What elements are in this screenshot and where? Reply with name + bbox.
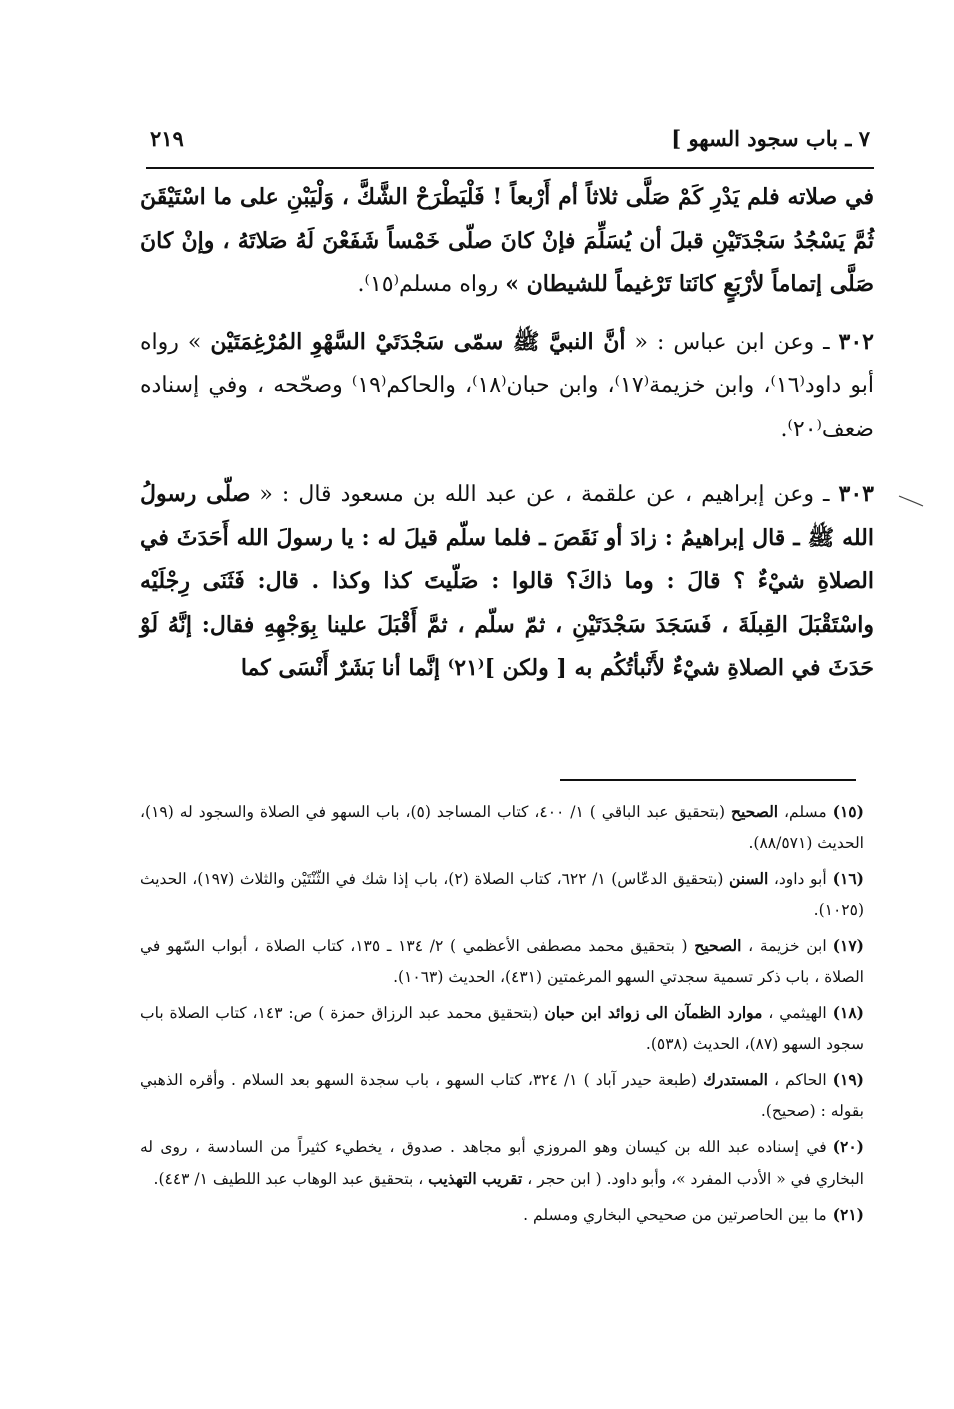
footnote-text: (طبعة حيدر آباد ) ١/ ٣٢٤، كتاب السهو ، باب سجدة السهو بعد السلام . وأقره الذهبي بقوله : (صحيح). [140,1071,864,1120]
hadith-quote: صلّى رسولُ الله ﷺ ـ قال إبراهيمُ : زادَ أو نَقَصَ ـ فلما سلّم قيلَ له : يا رسولَ الله أَحَدَثَ في الصلاةِ شيْءٌ ؟ قالَ : وما ذاكَ؟ قالوا : صَلّيتَ كذا وكذا . قال: فَثَنَى رِجْلَيْه واسْتَقْبَلَ القِبلَةَ ، فَسَجَدَ سَجْدَتَيْنِ ، ثمّ سلّم ، ثمَّ أَقْبَلَ علينا بِوَجْهِهِ فقال: إنَّهُ لَوْ حَدَثَ في الصلاةِ شيْءٌ لأَنْبأتُكُم به [ ولكن ]⁽٢١⁾ إنَّما أنا بَشَرٌ أَنْسَى كما [140,481,874,681]
footnote-text: ما بين الحاصرتين من صحيحي البخاري ومسلم . [523,1206,827,1224]
footnote-text: ، بتحقيق عبد الوهاب عبد اللطيف ١/ ٤٤٣). [153,1170,429,1188]
hadith-source: رواه مسلم⁽١٥⁾. [357,272,506,297]
footnote-17 [140,930,864,993]
hadith-302 [140,321,874,452]
footnote-number: (٢١) [832,1205,864,1224]
footnote-19 [140,1064,864,1127]
chapter-title: ٧ ـ باب سجود السهو ] [671,126,870,151]
footnote-text: في إسناده عبد الله بن كيسان وهو المروزي أبو مجاهد . صدوق ، يخطيء كثيراً من السادسة ، روى له البخاري في « الأدب المفرد »، وأبو داود. ( ابن حجر ، [140,1138,864,1188]
margin-pen-mark [898,494,924,508]
hadith-quote: أنَّ النبيَّ ﷺ سمّى سَجْدَتَيْ السَّهْوِ المُرْغِمَتَيْن [210,328,626,355]
hadith-number: ٣٠٣ [838,481,874,507]
paragraph-continuation [140,176,874,307]
main-text [140,176,874,691]
footnote-15 [140,796,864,859]
footnote-text: أبو داود، [768,870,827,888]
hadith-source: » رواه أبو داود⁽١٦⁾، وابن خزيمة⁽١٧⁾، وابن حبان⁽١٨⁾، والحاكم⁽١٩⁾ وصحّحه ، وفي إسناده ضعف⁽٢٠⁾. [140,329,875,442]
footnote-number: (٢٠) [832,1137,864,1156]
hadith-number: ٣٠٢ [838,328,874,355]
footnote-number: (١٦) [832,869,864,888]
footnote-18 [140,997,864,1060]
book-title: تقريب التهذيب [428,1169,523,1188]
footnote-text: ابن خزيمة ، [741,937,827,955]
book-title: السنن [728,869,769,888]
footnote-20 [140,1131,864,1195]
hadith-intro: ـ وعن إبراهيم ، عن علقمة ، عن عبد الله بن مسعود قال : « [250,482,839,507]
page-number: ٢١٩ [150,126,184,151]
footnote-text: الحاكم ، [767,1071,827,1089]
footnote-number: (١٩) [832,1070,865,1089]
footnote-number: (١٥) [832,802,864,821]
footnote-text: (بتحقيق عبد الباقي ) ١/ ٤٠٠، كتاب المساجد (٥)، باب السهو في الصلاة والسجود له (١٩)، الحديث (٨٨/٥٧١). [140,803,864,852]
hadith-intro: ـ وعن ابن عباس : « [625,329,839,355]
header-divider [146,167,874,169]
hadith-quote: في صلاته فلم يَدْرِ كَمْ صَلَّى ثلاثاً أم أَرْبعاً ! فَلْيَطْرَحْ الشَّكَّ ، وَلْيَبْنِ على ما اسْتَيْقَنَ ثُمَّ يَسْجُدُ سَجْدَتَيْنِ قبلَ أن يُسَلِّمَ فإنْ كانَ صلّى خَمْساً شَفَعْنَ لَهُ صَلاتَهُ ، وإنْ كانَ صَلَّى إتماماً لأرْبَعٍ كانَتا تَرْغيماً للشيطان » [140,184,874,297]
footnote-text: الهيثمي ، [762,1004,827,1022]
book-title: المستدرك [703,1070,768,1089]
footnote-text: مسلم، [778,803,827,821]
hadith-303 [140,473,874,691]
footnote-text: ( بتحقيق محمد مصطفى الأعظمي ) ٢/ ١٣٤ ـ ١٣٥، كتاب الصلاة ، أبواب السّهو في الصلاة ، باب ذكر تسمية سجدتي السهو المرغمتين (٤٣١)، الحديث (١٠٦٣). [140,937,864,986]
footnotes [140,796,864,1235]
footnote-text: (بتحقيق الدعّاس) ١/ ٦٢٢، كتاب الصلاة (٢)، باب إذا شك في الثّنْتَيْن والثلاث (١٩٧)، الحديث (١٠٢٥). [140,870,864,919]
footnote-16 [140,863,864,926]
footnote-21 [140,1199,864,1231]
footnote-divider [560,779,856,781]
book-title: الصحيح [694,936,742,955]
footnote-text: (بتحقيق محمد عبد الرزاق حمزة ) ص: ١٤٣، كتاب الصلاة باب سجود السهو (٨٧)، الحديث (٥٣٨). [140,1004,864,1053]
running-header [150,124,870,164]
footnote-number: (١٨) [832,1003,864,1022]
book-title: الصحيح [730,802,779,821]
footnote-number: (١٧) [832,936,865,955]
book-title: موارد الظمآن الى زوائد ابن حبان [544,1003,763,1022]
